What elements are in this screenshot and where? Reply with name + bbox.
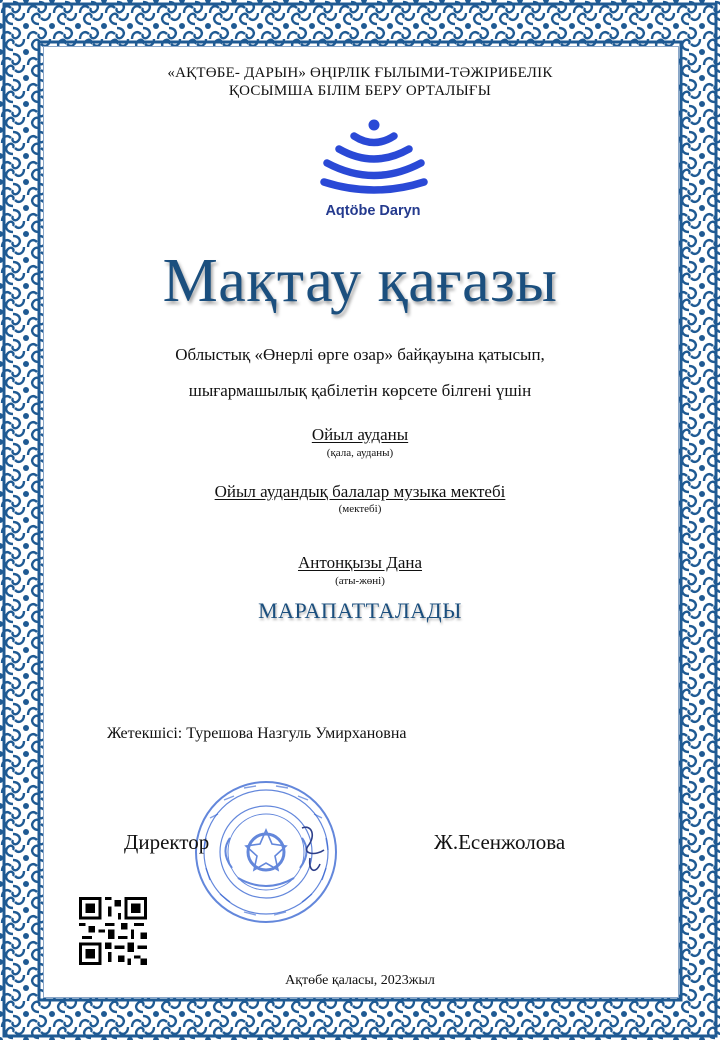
school-caption: (мектебі) xyxy=(338,503,382,515)
certificate-title: Мақтау қағазы xyxy=(162,247,558,315)
organization-line-2: ҚОСЫМША БІЛІМ БЕРУ ОРТАЛЫҒЫ xyxy=(228,83,492,99)
reason-line-2: шығармашылық қабілетін көрсете білгені үшін xyxy=(188,381,532,400)
organization-line-1: «АҚТӨБЕ- ДАРЫН» ӨҢІРЛІК ҒЫЛЫМИ-ТӘЖІРИБЕЛІК xyxy=(167,65,553,81)
recipient-caption: (аты-жөні) xyxy=(335,575,385,587)
recipient-name: Антонқызы Дана xyxy=(297,553,423,572)
official-stamp-icon xyxy=(190,778,342,926)
award-text: МАРАПАТТАЛАДЫ xyxy=(258,598,462,623)
district-caption: (қала, ауданы) xyxy=(326,447,394,459)
logo-text: Aqtöbe Daryn xyxy=(325,203,421,219)
qr-code-icon xyxy=(79,897,147,965)
organization-name xyxy=(0,64,720,100)
director-name: Ж.Есенжолова xyxy=(434,830,566,854)
school-value: Ойыл аудандық балалар музыка мектебі xyxy=(214,482,506,501)
supervisor: Жетекшісі: Турешова Назгуль Умирхановна xyxy=(107,725,407,742)
footer-location-year: Ақтөбе қаласы, 2023жыл xyxy=(285,973,435,988)
reason-line-1: Облыстық «Өнерлі өрге озар» байқауына қатысып, xyxy=(175,345,545,364)
director-label: Директор xyxy=(124,830,210,854)
district-value: Ойыл ауданы xyxy=(311,425,409,444)
